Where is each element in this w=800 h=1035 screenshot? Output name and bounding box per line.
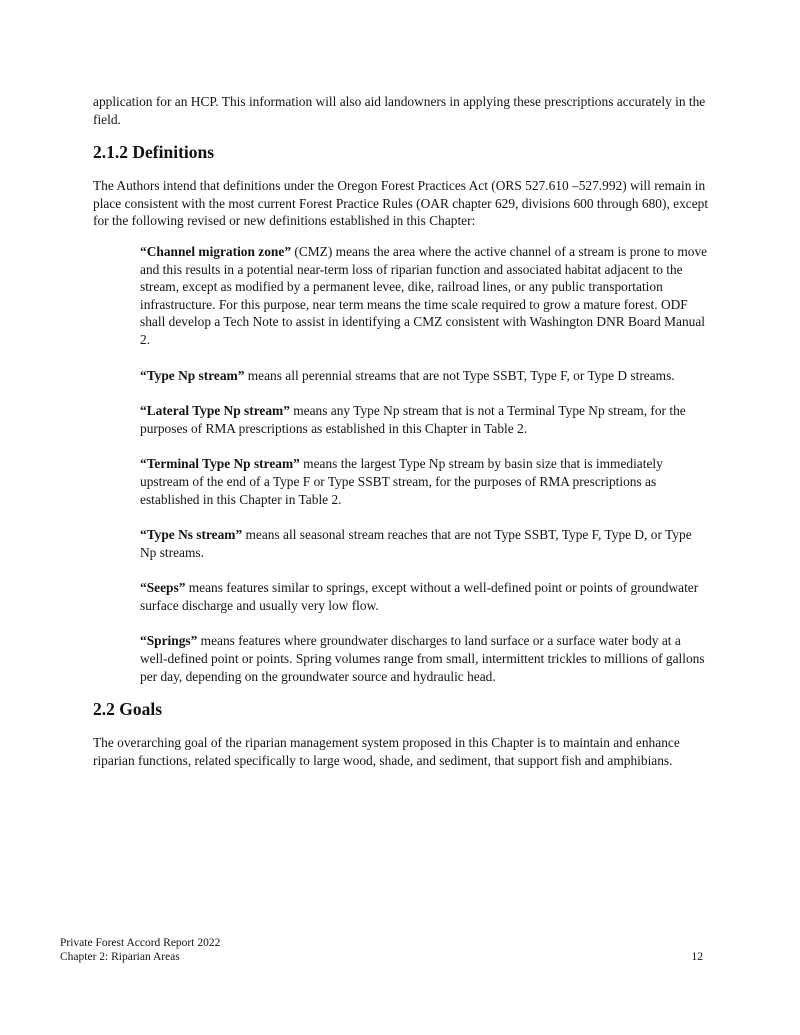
definition-item-terminal-type-np-stream [140, 455, 711, 508]
page-content [93, 93, 711, 782]
goals-paragraph: The overarching goal of the riparian management system proposed in this Chapter is to maintain and enhance riparian functions, related specifically to large wood, shade, and sediment, that support fish and amphibians. [93, 735, 680, 768]
definition-item-channel-migration-zone [140, 243, 711, 349]
definition-text: means the largest Type Np stream by basin size that is immediately upstream of the end of a Type F or Type SSBT stream, for the purposes of RMA prescriptions as established in this Chapter in Table 2. [140, 456, 663, 507]
definition-text: (CMZ) means the area where the active channel of a stream is prone to move and this results in a potential near-term loss of riparian function and associated habitat adjacent to the stream, except as modified by a permanent levee, dike, railroad lines, or any public transportation infrastructure. For this purpose, near term means the time scale required to grow a mature forest. ODF shall develop a Tech Note to assist in identifying a CMZ consistent with Washington DNR Board Manual 2. [140, 243, 708, 347]
footer-left [60, 936, 220, 964]
footer-report-title: Private Forest Accord Report 2022 [60, 937, 221, 949]
definitions-list [140, 243, 711, 685]
page-number: 12 [691, 951, 703, 963]
definition-text: means features where groundwater discharges to land surface or a surface water body at a well-defined point or points. Spring volumes range from small, intermittent trickles to millions of gallons per day, depending on the groundwater source and hydraulic head. [140, 633, 705, 684]
definition-term: “Terminal Type Np stream” [140, 456, 300, 472]
definition-term: “Type Ns stream” [140, 527, 243, 543]
definition-item-seeps [140, 579, 711, 614]
definition-term: “Springs” [140, 633, 198, 649]
definition-term: “Type Np stream” [140, 367, 245, 383]
section-heading-definitions: 2.1.2 Definitions [93, 142, 215, 163]
definition-term: “Lateral Type Np stream” [140, 403, 290, 419]
intro-paragraph: application for an HCP. This information will also aid landowners in applying these prescriptions accurately in the field. [93, 94, 706, 127]
definition-text: means features similar to springs, except without a well-defined point or points of groundwater surface discharge and usually very low flow. [140, 580, 699, 613]
definition-text: means all perennial streams that are not Type SSBT, Type F, or Type D streams. [244, 367, 675, 383]
definition-text: means any Type Np stream that is not a Terminal Type Np stream, for the purposes of RMA prescriptions as established in this Chapter in Table 2. [140, 403, 686, 436]
section-heading-goals: 2.2 Goals [93, 699, 163, 720]
page-footer [60, 936, 703, 964]
definition-item-type-ns-stream [140, 526, 711, 561]
definition-item-springs [140, 632, 711, 685]
footer-chapter-title: Chapter 2: Riparian Areas [60, 951, 180, 963]
definition-item-type-np-stream [140, 367, 711, 385]
definitions-lead-paragraph: The Authors intend that definitions under the Oregon Forest Practices Act (ORS 527.610 –527.992) will remain in place consistent with the most current Forest Practice Rules (OAR chapter 629, divisions 600 through 680), except for the following revised or new definitions established in this Chapter: [93, 178, 709, 229]
definition-text: means all seasonal stream reaches that are not Type SSBT, Type F, Type D, or Type Np streams. [140, 527, 692, 560]
definition-item-lateral-type-np-stream [140, 402, 711, 437]
definition-term: “Seeps” [140, 580, 186, 596]
definition-term: “Channel migration zone” [140, 243, 292, 259]
